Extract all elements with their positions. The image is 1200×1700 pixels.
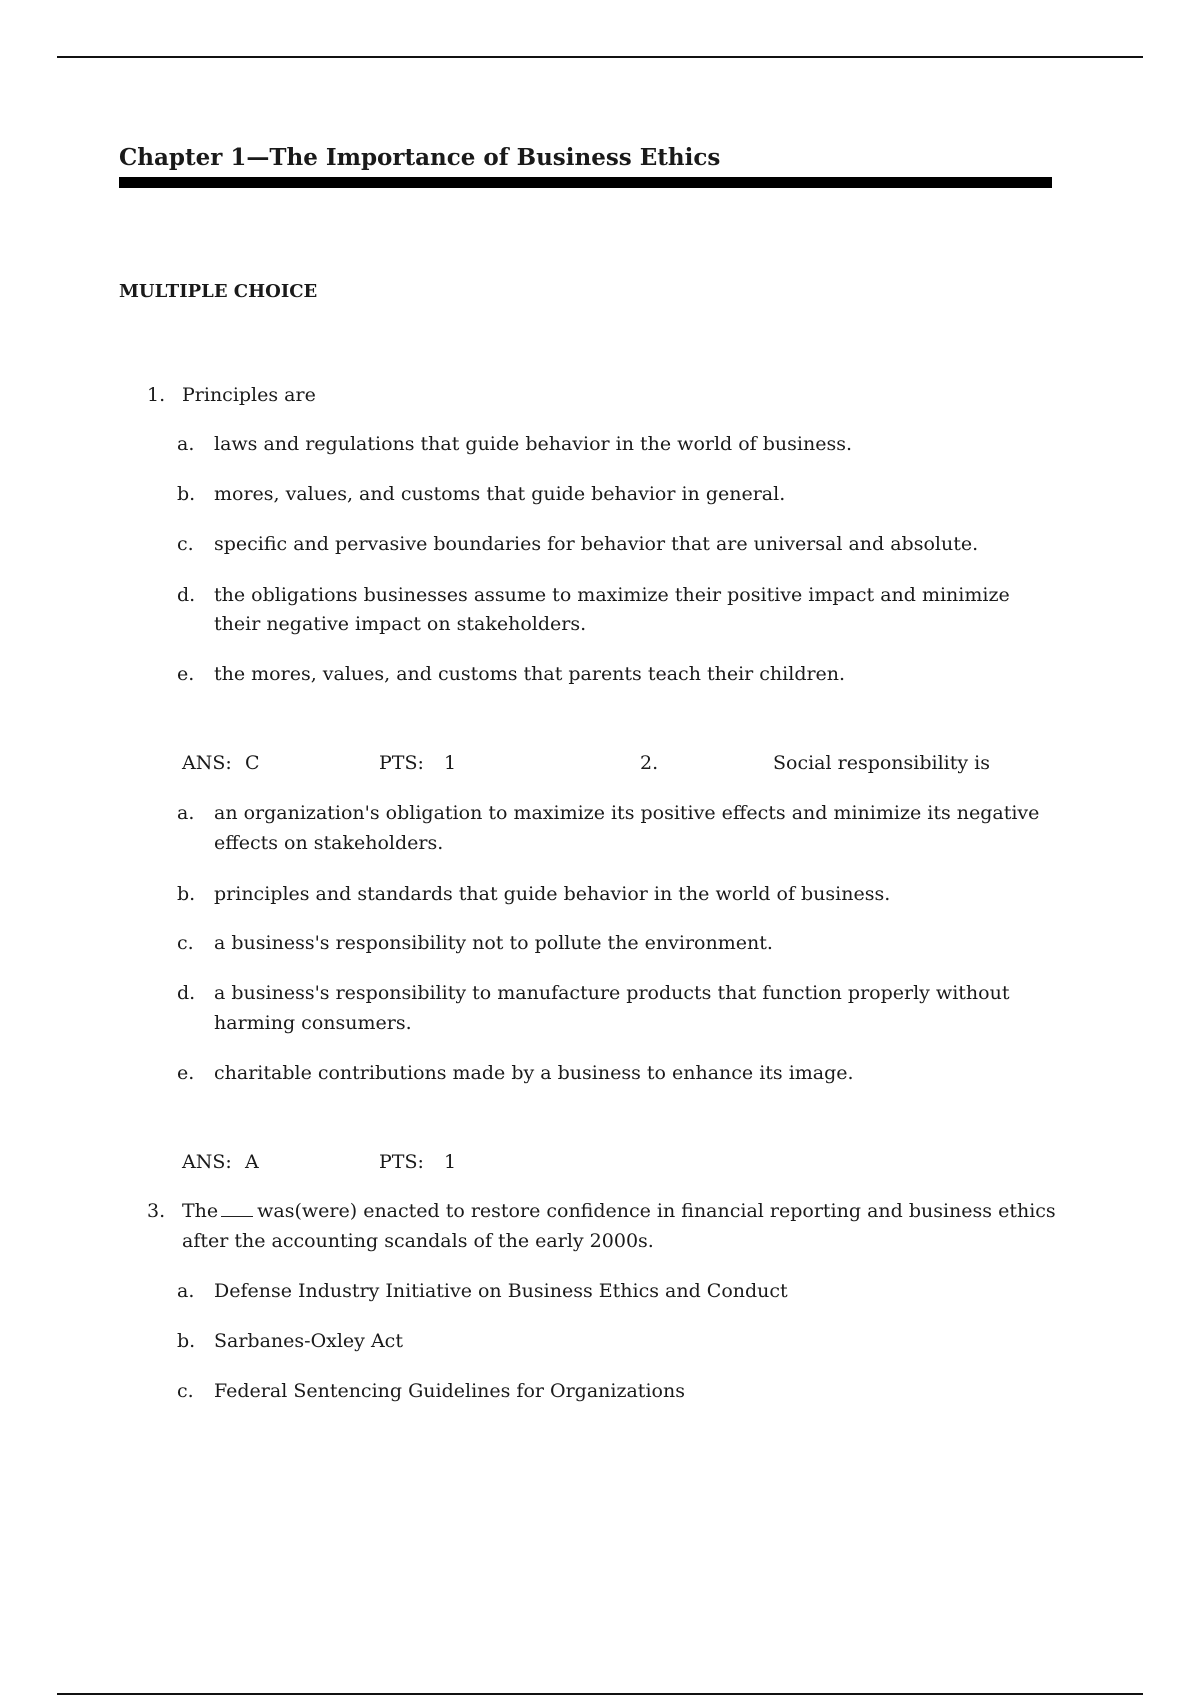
option-letter: e. (177, 663, 195, 685)
option-letter: b. (177, 883, 196, 905)
q2-pts-label: PTS: (379, 1151, 424, 1173)
option-text: effects on stakeholders. (214, 832, 444, 854)
stem-before-blank: The (182, 1200, 219, 1222)
question-stem: Principles are (182, 384, 316, 406)
option-letter: c. (177, 533, 194, 555)
option-letter: b. (177, 483, 196, 505)
option-text: a business's responsibility to manufacture products that function properly without (214, 982, 1010, 1004)
option-text: Defense Industry Initiative on Business Ethics and Conduct (214, 1280, 788, 1302)
q2-pts-value: 1 (444, 1151, 457, 1173)
option-text: principles and standards that guide behavior in the world of business. (214, 883, 891, 905)
option-letter: d. (177, 982, 196, 1004)
bottom-rule (57, 1693, 1143, 1695)
option-text: a business's responsibility not to pollute the environment. (214, 932, 773, 954)
option-text: an organization's obligation to maximize its positive effects and minimize its negative (214, 802, 1040, 824)
chapter-title: Chapter 1—The Importance of Business Ethics (119, 144, 721, 171)
option-text: charitable contributions made by a business to enhance its image. (214, 1062, 854, 1084)
option-text: Federal Sentencing Guidelines for Organizations (214, 1380, 685, 1402)
option-text: laws and regulations that guide behavior in the world of business. (214, 433, 853, 455)
q2-ans-label: ANS: (182, 1151, 232, 1173)
option-letter: c. (177, 932, 194, 954)
q1-ans-value: C (245, 752, 260, 774)
q2-number: 2. (640, 752, 659, 774)
option-letter: a. (177, 802, 195, 824)
option-letter: d. (177, 584, 196, 606)
option-text: Sarbanes-Oxley Act (214, 1330, 403, 1352)
option-text: their negative impact on stakeholders. (214, 613, 587, 635)
answer-blank (221, 1198, 253, 1217)
option-text: the mores, values, and customs that parents teach their children. (214, 663, 846, 685)
q2-stem: Social responsibility is (773, 752, 990, 774)
question-stem-line2: after the accounting scandals of the early 2000s. (182, 1230, 654, 1252)
top-rule (57, 56, 1143, 58)
option-letter: e. (177, 1062, 195, 1084)
option-text: the obligations businesses assume to maximize their positive impact and minimize (214, 584, 1010, 606)
q1-pts-label: PTS: (379, 752, 424, 774)
option-text: specific and pervasive boundaries for behavior that are universal and absolute. (214, 533, 979, 555)
option-letter: a. (177, 1280, 195, 1302)
q1-ans-label: ANS: (182, 752, 232, 774)
question-number: 3. (147, 1200, 166, 1222)
option-letter: b. (177, 1330, 196, 1352)
title-underline-bar (119, 177, 1052, 188)
stem-after-blank: was(were) enacted to restore confidence in financial reporting and business ethics (257, 1200, 1056, 1222)
option-text: harming consumers. (214, 1012, 412, 1034)
question-stem (182, 1196, 1056, 1226)
q1-pts-value: 1 (444, 752, 457, 774)
section-heading: MULTIPLE CHOICE (119, 281, 318, 302)
question-number: 1. (147, 384, 166, 406)
q2-ans-value: A (245, 1151, 259, 1173)
option-letter: c. (177, 1380, 194, 1402)
option-text: mores, values, and customs that guide behavior in general. (214, 483, 786, 505)
option-letter: a. (177, 433, 195, 455)
